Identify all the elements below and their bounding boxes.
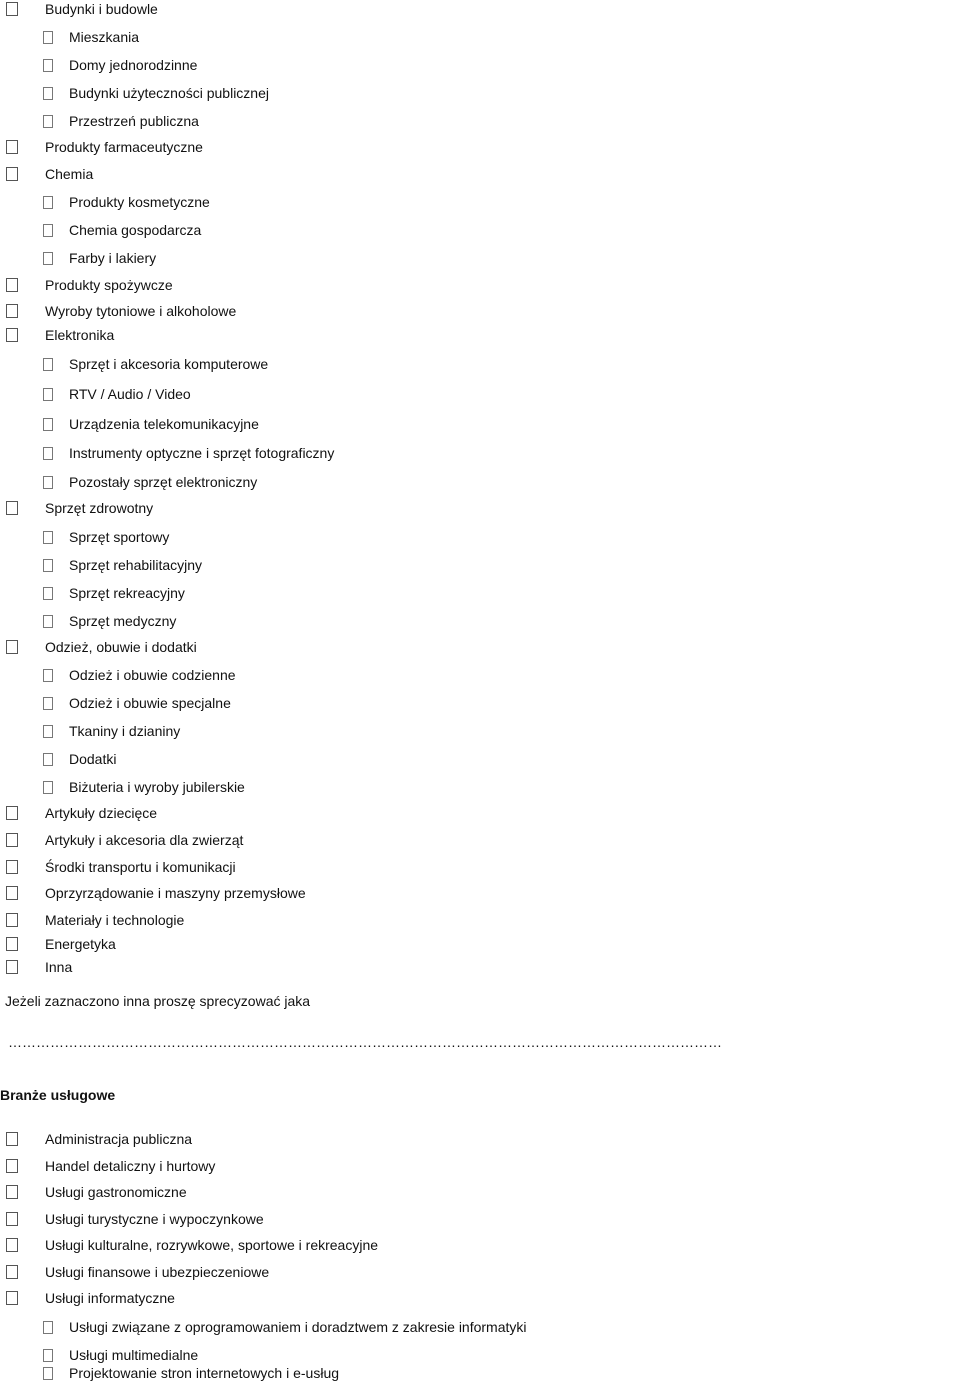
section1-option[interactable] (6, 276, 173, 294)
option-label: Sprzęt rekreacyjny (69, 585, 185, 601)
option-label: Biżuteria i wyroby jubilerskie (69, 779, 245, 795)
checkbox[interactable] (6, 304, 18, 318)
checkbox[interactable] (43, 753, 53, 766)
section2-option[interactable] (43, 1318, 527, 1336)
section1-option[interactable] (43, 473, 257, 491)
other-specify-prompt: Jeżeli zaznaczono inna proszę sprecyzować jaka (5, 993, 311, 1009)
checkbox[interactable] (43, 252, 53, 265)
option-label: Dodatki (69, 751, 117, 767)
section1-option[interactable] (43, 722, 180, 740)
section1-option[interactable] (43, 584, 185, 602)
option-label: Projektowanie stron internetowych i e-usług (69, 1365, 340, 1381)
section1-option[interactable] (43, 750, 116, 768)
section1-option[interactable] (43, 444, 334, 462)
section2-option[interactable] (6, 1263, 269, 1281)
section1-option[interactable] (43, 612, 176, 630)
section2-option[interactable] (6, 1157, 215, 1175)
section1-option[interactable] (6, 884, 306, 902)
section1-option[interactable] (43, 385, 191, 403)
checkbox[interactable] (43, 87, 53, 100)
section2-option[interactable] (6, 1183, 187, 1201)
option-label: Budynki i budowle (45, 1, 158, 17)
checkbox[interactable] (43, 447, 53, 460)
option-label: Wyroby tytoniowe i alkoholowe (45, 303, 237, 319)
option-label: Odzież i obuwie specjalne (69, 695, 231, 711)
checkbox[interactable] (43, 31, 53, 44)
checkbox[interactable] (43, 1321, 53, 1334)
option-label: Instrumenty optyczne i sprzęt fotograficzny (69, 445, 335, 461)
checkbox[interactable] (43, 725, 53, 738)
checkbox[interactable] (6, 937, 18, 951)
option-label: Inna (45, 959, 73, 975)
option-label: Artykuły i akcesoria dla zwierząt (45, 832, 244, 848)
checkbox[interactable] (43, 615, 53, 628)
checkbox[interactable] (6, 167, 18, 181)
checkbox[interactable] (43, 781, 53, 794)
section1-option[interactable] (43, 415, 259, 433)
checkbox[interactable] (43, 115, 53, 128)
services-heading: Branże usługowe (0, 1087, 116, 1103)
option-label: Sprzęt zdrowotny (45, 500, 154, 516)
checkbox[interactable] (6, 1291, 18, 1305)
option-label: Produkty farmaceutyczne (45, 139, 203, 155)
section1-option[interactable] (43, 355, 268, 373)
section1-option[interactable] (6, 138, 203, 156)
checkbox[interactable] (6, 2, 18, 16)
option-label: Energetyka (45, 936, 116, 952)
option-label: Odzież, obuwie i dodatki (45, 639, 197, 655)
section1-option[interactable] (43, 556, 202, 574)
option-label: Elektronika (45, 327, 115, 343)
option-label: Domy jednorodzinne (69, 57, 198, 73)
checkbox[interactable] (6, 501, 18, 515)
checkbox[interactable] (43, 587, 53, 600)
checkbox[interactable] (6, 833, 18, 847)
option-label: Chemia (45, 166, 94, 182)
checkbox[interactable] (6, 278, 18, 292)
option-label: Administracja publiczna (45, 1131, 193, 1147)
option-label: Urządzenia telekomunikacyjne (69, 416, 259, 432)
section1-option[interactable] (43, 56, 197, 74)
checkbox[interactable] (6, 328, 18, 342)
section1-option[interactable] (6, 958, 72, 976)
section1-option[interactable] (6, 858, 236, 876)
option-label: Tkaniny i dzianiny (69, 723, 181, 739)
option-label: Artykuły dziecięce (45, 805, 158, 821)
section1-option[interactable] (6, 831, 243, 849)
section2-option[interactable] (43, 1346, 198, 1364)
option-label: Sprzęt i akcesoria komputerowe (69, 356, 269, 372)
specify-answer-line[interactable]: ……………………………………………………………………………………………………………………………………… (8, 1034, 722, 1050)
checkbox[interactable] (43, 224, 53, 237)
checkbox[interactable] (43, 196, 53, 209)
section1-option[interactable] (6, 0, 158, 18)
section1-option[interactable] (43, 694, 231, 712)
section2-option[interactable] (6, 1210, 264, 1228)
section1-option[interactable] (43, 778, 245, 796)
option-label: Pozostały sprzęt elektroniczny (69, 474, 258, 490)
option-label: Usługi gastronomiczne (45, 1184, 187, 1200)
checkbox[interactable] (43, 476, 53, 489)
checkbox[interactable] (6, 1159, 18, 1173)
section1-option[interactable] (6, 326, 114, 344)
checkbox[interactable] (43, 559, 53, 572)
checkbox[interactable] (43, 1349, 53, 1362)
section1-option[interactable] (6, 911, 184, 929)
option-label: Usługi turystyczne i wypoczynkowe (45, 1211, 264, 1227)
option-label: Budynki użyteczności publicznej (69, 85, 269, 101)
option-label: Produkty spożywcze (45, 277, 173, 293)
checkbox[interactable] (6, 960, 18, 974)
checkbox[interactable] (6, 913, 18, 927)
option-label: Środki transportu i komunikacji (45, 859, 236, 875)
option-label: Usługi kulturalne, rozrywkowe, sportowe i rekreacyjne (45, 1237, 379, 1253)
section1-option[interactable] (43, 249, 156, 267)
checkbox[interactable] (6, 860, 18, 874)
option-label: Mieszkania (69, 29, 140, 45)
section1-option[interactable] (43, 666, 236, 684)
checkbox[interactable] (6, 640, 18, 654)
option-label: Sprzęt sportowy (69, 529, 170, 545)
section1-option[interactable] (6, 804, 157, 822)
checkbox[interactable] (43, 418, 53, 431)
section1-option[interactable] (43, 84, 269, 102)
option-label: Chemia gospodarcza (69, 222, 202, 238)
checkbox[interactable] (43, 388, 53, 401)
checkbox[interactable] (43, 669, 53, 682)
checkbox[interactable] (43, 358, 53, 371)
section1-option[interactable] (6, 302, 236, 320)
checkbox[interactable] (6, 1212, 18, 1226)
section1-option[interactable] (6, 499, 153, 517)
option-label: Handel detaliczny i hurtowy (45, 1158, 216, 1174)
checkbox[interactable] (6, 886, 18, 900)
section2-option[interactable] (43, 1364, 339, 1382)
checkbox[interactable] (43, 697, 53, 710)
checkbox[interactable] (6, 1265, 18, 1279)
section2-option[interactable] (6, 1289, 175, 1307)
section1-option[interactable] (43, 112, 199, 130)
section1-option[interactable] (6, 935, 116, 953)
option-label: Sprzęt medyczny (69, 613, 177, 629)
section1-option[interactable] (6, 638, 197, 656)
option-label: Produkty kosmetyczne (69, 194, 210, 210)
section2-option[interactable] (6, 1130, 192, 1148)
option-label: Oprzyrządowanie i maszyny przemysłowe (45, 885, 306, 901)
option-label: RTV / Audio / Video (69, 386, 191, 402)
checkbox[interactable] (6, 1132, 18, 1146)
option-label: Usługi informatyczne (45, 1290, 175, 1306)
section2-option[interactable] (6, 1236, 378, 1254)
checkbox[interactable] (43, 531, 53, 544)
section1-option[interactable] (43, 528, 169, 546)
option-label: Odzież i obuwie codzienne (69, 667, 236, 683)
option-label: Usługi finansowe i ubezpieczeniowe (45, 1264, 270, 1280)
section1-option[interactable] (43, 193, 210, 211)
checkbox[interactable] (6, 1238, 18, 1252)
checkbox[interactable] (43, 59, 53, 72)
section1-option[interactable] (43, 221, 201, 239)
section1-option[interactable] (43, 28, 139, 46)
checkbox[interactable] (6, 140, 18, 154)
checkbox[interactable] (43, 1367, 53, 1380)
option-label: Farby i lakiery (69, 250, 157, 266)
option-label: Przestrzeń publiczna (69, 113, 199, 129)
option-label: Usługi multimedialne (69, 1347, 199, 1363)
checkbox[interactable] (6, 1185, 18, 1199)
option-label: Usługi związane z oprogramowaniem i doradztwem z zakresie informatyki (69, 1319, 527, 1335)
checkbox[interactable] (6, 806, 18, 820)
section1-option[interactable] (6, 165, 93, 183)
option-label: Sprzęt rehabilitacyjny (69, 557, 203, 573)
option-label: Materiały i technologie (45, 912, 185, 928)
